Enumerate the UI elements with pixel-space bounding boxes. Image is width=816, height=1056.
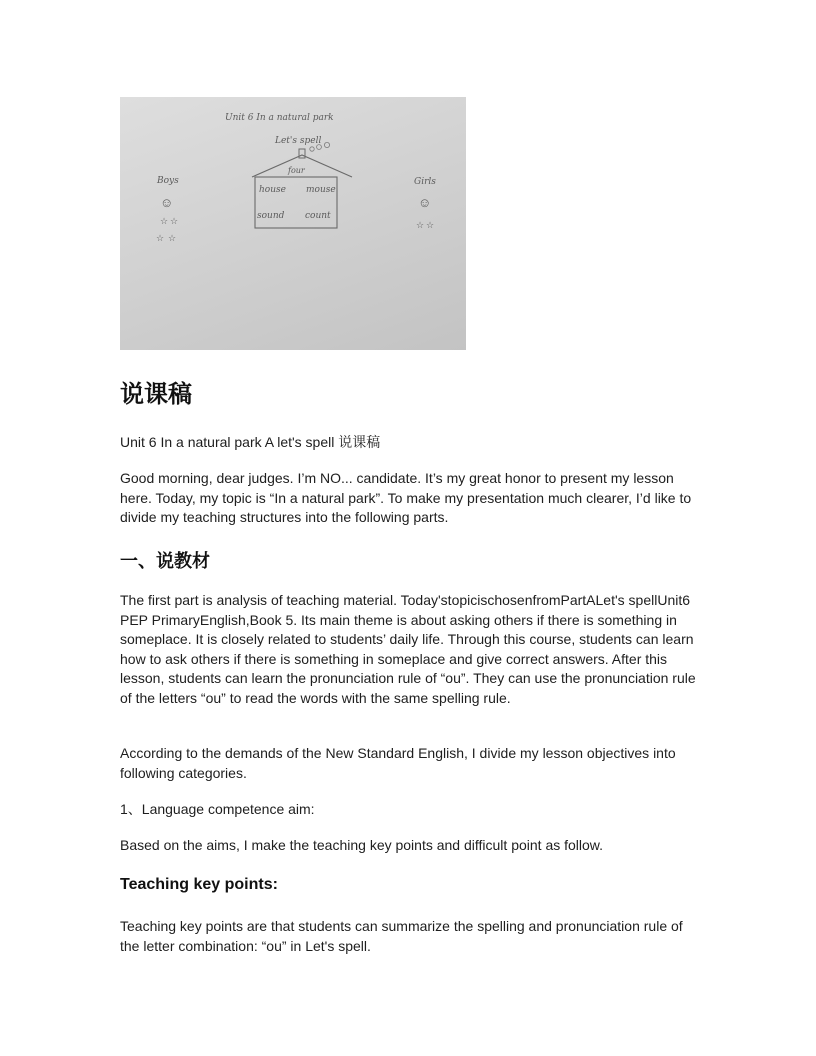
left-stars-row2b: ☆ [168, 233, 177, 243]
smoke-shape [324, 142, 329, 147]
roof-word: four [288, 166, 305, 175]
document-title: 说课稿 [120, 380, 192, 408]
right-stars: ☆ [416, 220, 425, 230]
section1-list-item-1: 1、Language competence aim: [120, 801, 315, 817]
left-team-label: Boys [157, 176, 179, 186]
section1-paragraph-1: The first part is analysis of teaching material. Today'stopicischosenfromPartALet's spellUnit6 PEP PrimaryEnglish,Book 5. Its main theme is about asking others if there is something in someplace. It is closely related to students’ daily life. Through this course, students can learn how to ask others if there is something in someplace and give correct answers. After this lesson, students can learn the pronunciation rule of “ou”. They can use the pronunciation rule of the letters “ou” to read the words with the same spelling rule. [120, 592, 696, 706]
blackboard-photo [120, 97, 466, 350]
section1-paragraph-2: According to the demands of the New Standard English, I divide my lesson objectives into following categories. [120, 745, 676, 781]
photo-title-line1: Unit 6 In a natural park [225, 113, 334, 123]
left-smiley-icon: ☺ [160, 195, 174, 210]
right-stars-b: ☆ [426, 220, 435, 230]
blackboard-drawing [120, 97, 466, 350]
house-word-1: house [259, 185, 286, 195]
left-stars-row2: ☆ [156, 233, 165, 243]
section1-heading: 一、说教材 [120, 551, 210, 572]
key-points-paragraph: Teaching key points are that students can summarize the spelling and pronunciation rule of the letter combination: “ou” in Let's spell. [120, 918, 683, 954]
left-stars-row1b: ☆ [170, 216, 179, 226]
intro-paragraph: Good morning, dear judges. I’m NO... candidate. It’s my great honor to present my lesson here. Today, my topic is “In a natural park”. To make my presentation much clearer, I’d like to divide my teaching structures into the following parts. [120, 470, 692, 526]
house-word-3: sound [257, 211, 285, 221]
chimney-shape [299, 149, 305, 158]
key-points-heading: Teaching key points: [120, 876, 278, 893]
photo-title-line2: Let's spell [275, 136, 322, 146]
right-smiley-icon: ☺ [418, 195, 432, 210]
house-word-2: mouse [306, 185, 336, 195]
house-word-4: count [305, 211, 331, 221]
subtitle-paragraph: Unit 6 In a natural park A let's spell 说课稿 [120, 434, 381, 450]
right-team-label: Girls [414, 177, 436, 187]
smoke-shape [310, 147, 314, 151]
section1-paragraph-3: Based on the aims, I make the teaching key points and difficult point as follow. [120, 837, 604, 853]
left-stars-row1: ☆ [160, 216, 169, 226]
